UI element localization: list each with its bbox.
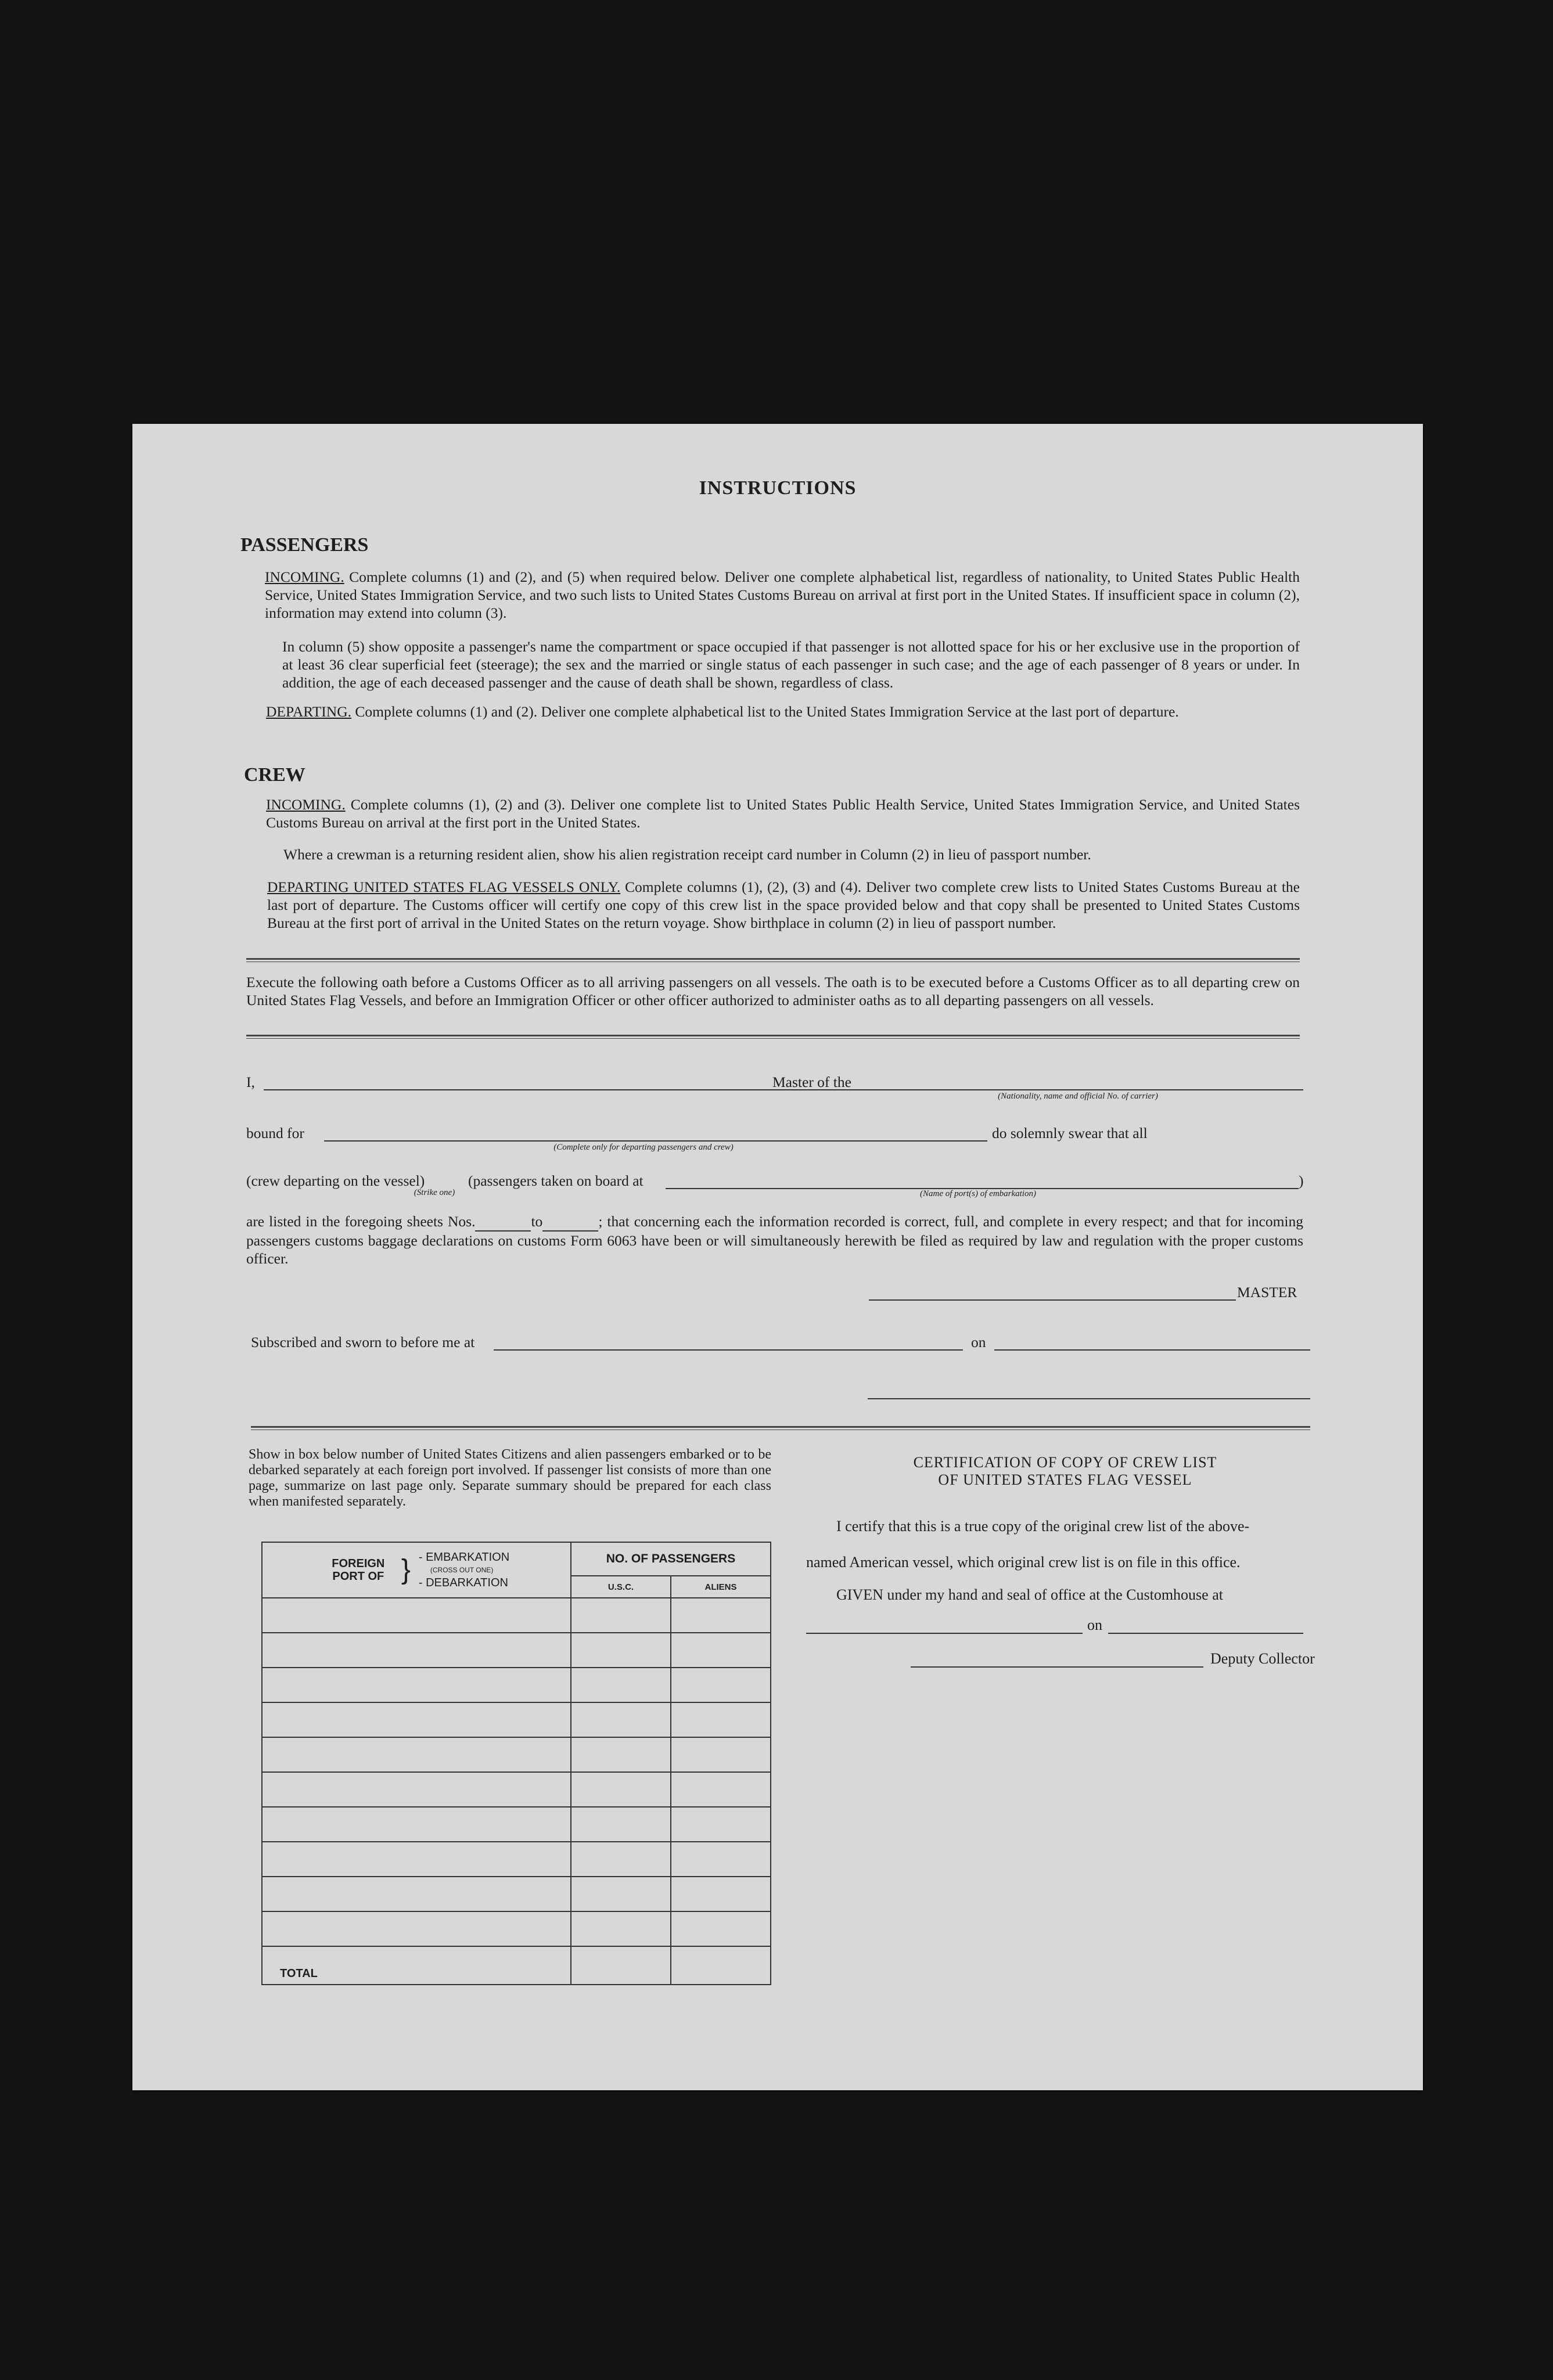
passengers-column5-paragraph: In column (5) show opposite a passenger's name the compartment or space occupied if that passenger is not allotted space for his or her exclusive use in the proportion of at least 36 clear superficial feet (steerage); the sex and the married or single status of each passenger in such case; and the age of each passenger of 8 years or under. In addition, the age of each deceased passenger and the cause of death shall be shown, regardless of class. (282, 638, 1300, 691)
subscribed-date-field[interactable] (994, 1349, 1310, 1351)
deputy-signature-field[interactable] (911, 1666, 1203, 1668)
embarkation-label: - EMBARKATION (418, 1551, 510, 1564)
passengers-departing-text: Complete columns (1) and (2). Deliver one complete alphabetical list to the United States Immigration Service at the last port of departure. (351, 703, 1179, 720)
divider-upper (246, 958, 1300, 962)
table-row (262, 1598, 771, 1633)
certification-title (829, 1454, 1301, 1489)
certification-title-line1: CERTIFICATION OF COPY OF CREW LIST (913, 1454, 1217, 1471)
master-label: MASTER (1237, 1284, 1297, 1301)
crew-departing-lead: DEPARTING UNITED STATES FLAG VESSELS ONLY. (267, 878, 621, 895)
usc-cell[interactable] (571, 1702, 671, 1737)
passengers-departing-paragraph (266, 703, 1300, 721)
table-row (262, 1702, 771, 1737)
listed-suffix: ; that concerning each the information recorded is correct, full, and complete in every respect; and that for incoming passengers customs baggage declarations on customs Form 6063 have been or will simultaneously herewith be filed as required by law and regulation with the proper customs officer. (246, 1213, 1303, 1267)
aliens-header: ALIENS (671, 1576, 771, 1598)
aliens-cell[interactable] (671, 1598, 771, 1633)
passenger-summary-table (261, 1542, 771, 1985)
table-row (262, 1737, 771, 1772)
oath-bound-for: bound for (246, 1125, 304, 1142)
certification-title-line2: OF UNITED STATES FLAG VESSEL (938, 1471, 1192, 1488)
aliens-cell[interactable] (671, 1772, 771, 1807)
listed-prefix: are listed in the foregoing sheets Nos. (246, 1213, 476, 1230)
subscribed-on-label: on (971, 1334, 986, 1351)
divider-oath (246, 1035, 1300, 1039)
usc-cell[interactable] (571, 1598, 671, 1633)
total-label: TOTAL (262, 1946, 571, 1985)
foreign-port-header (262, 1542, 571, 1598)
total-aliens-cell[interactable] (671, 1946, 771, 1985)
table-row (262, 1668, 771, 1702)
usc-cell[interactable] (571, 1772, 671, 1807)
port-cell[interactable] (262, 1842, 571, 1877)
crew-heading: CREW (244, 764, 305, 786)
aliens-cell[interactable] (671, 1911, 771, 1946)
strike-one-caption: (Strike one) (414, 1188, 455, 1197)
aliens-cell[interactable] (671, 1842, 771, 1877)
oath-i-label: I, (246, 1074, 255, 1090)
departing-caption: (Complete only for departing passengers and crew) (553, 1143, 734, 1152)
port-cell[interactable] (262, 1668, 571, 1702)
usc-cell[interactable] (571, 1842, 671, 1877)
listed-to: to (531, 1213, 543, 1230)
total-usc-cell[interactable] (571, 1946, 671, 1985)
table-row (262, 1772, 771, 1807)
port-caption: (Name of port(s) of embarkation) (920, 1189, 1036, 1198)
oath-master-of: Master of the (772, 1074, 851, 1090)
passengers-incoming-text: Complete columns (1) and (2), and (5) when required below. Deliver one complete alphabetical list, regardless of nationality, to United States Public Health Service, United States Immigration Service, and two such lists to United States Customs Bureau on arrival at first port in the United States. If insufficient space in column (2), information may extend into column (3). (265, 568, 1300, 621)
oath-crew-departing: (crew departing on the vessel) (246, 1172, 425, 1189)
certification-date-field[interactable] (1108, 1633, 1303, 1634)
crew-departing-text: Complete columns (1), (2), (3) and (4). Deliver two complete crew lists to United States Customs Bureau at the last port of departure. The Customs officer will certify one copy of this crew list in the space provided below and that copy shall be presented to United States Customs Bureau at the first port of arrival in the United States on the return voyage. Show birthplace in column (2) in lieu of passport number. (267, 878, 1300, 931)
table-row (262, 1877, 771, 1911)
aliens-cell[interactable] (671, 1877, 771, 1911)
usc-cell[interactable] (571, 1737, 671, 1772)
oath-instructions: Execute the following oath before a Customs Officer as to all arriving passengers on all vessels. The oath is to be executed before a Customs Officer as to all departing crew on United States Flag Vessels, and before an Immigration Officer or other officer authorized to administer oaths as to all departing passengers on all vessels. (246, 974, 1300, 1009)
debarkation-label: - DEBARKATION (418, 1576, 508, 1589)
usc-cell[interactable] (571, 1877, 671, 1911)
aliens-cell[interactable] (671, 1668, 771, 1702)
aliens-cell[interactable] (671, 1633, 771, 1668)
port-cell[interactable] (262, 1702, 571, 1737)
oath-close-paren: ) (1299, 1172, 1304, 1189)
table-row (262, 1807, 771, 1842)
aliens-cell[interactable] (671, 1737, 771, 1772)
port-cell[interactable] (262, 1877, 571, 1911)
deputy-collector-label: Deputy Collector (1210, 1650, 1315, 1667)
crew-incoming-paragraph (266, 795, 1300, 831)
port-cell[interactable] (262, 1598, 571, 1633)
usc-cell[interactable] (571, 1807, 671, 1842)
subscribed-place-field[interactable] (494, 1349, 963, 1351)
given-line: GIVEN under my hand and seal of office at the Customhouse at (836, 1586, 1223, 1603)
table-row (262, 1633, 771, 1668)
subscribed-label: Subscribed and sworn to before me at (251, 1334, 475, 1351)
passengers-incoming-lead: INCOMING. (265, 568, 344, 585)
crew-incoming-lead: INCOMING. (266, 796, 346, 813)
certify-line1: I certify that this is a true copy of the original crew list of the above- (836, 1518, 1250, 1535)
port-cell[interactable] (262, 1633, 571, 1668)
passengers-departing-lead: DEPARTING. (266, 703, 351, 720)
port-cell[interactable] (262, 1772, 571, 1807)
bound-for-field[interactable] (324, 1140, 987, 1142)
divider-lower (251, 1426, 1310, 1430)
foreign-port-of-label: FOREIGN PORT OF (332, 1557, 385, 1583)
oath-swear: do solemnly swear that all (992, 1125, 1148, 1142)
port-cell[interactable] (262, 1737, 571, 1772)
certification-on-label: on (1087, 1616, 1102, 1633)
crew-resident-paragraph: Where a crewman is a returning resident alien, show his alien registration receipt card number in Column (2) in lieu of passport number. (283, 846, 1091, 863)
form-sheet (132, 424, 1423, 2090)
sheet-from-field[interactable] (475, 1212, 531, 1232)
page-title: INSTRUCTIONS (699, 477, 857, 499)
table-row (262, 1842, 771, 1877)
usc-cell[interactable] (571, 1668, 671, 1702)
port-cell[interactable] (262, 1911, 571, 1946)
aliens-cell[interactable] (671, 1807, 771, 1842)
summary-instructions: Show in box below number of United States Citizens and alien passengers embarked or to be debarked separately at each foreign port involved. If passenger list consists of more than one page, summarize on last page only. Separate summary should be prepared for each class when manifested separately. (249, 1447, 771, 1509)
no-of-passengers-header: NO. OF PASSENGERS (571, 1542, 771, 1576)
certify-line2: named American vessel, which original crew list is on file in this office. (806, 1554, 1241, 1571)
passengers-heading: PASSENGERS (240, 534, 369, 556)
usc-cell[interactable] (571, 1633, 671, 1668)
nationality-caption: (Nationality, name and official No. of carrier) (998, 1092, 1158, 1101)
usc-header: U.S.C. (571, 1576, 671, 1598)
oath-listed-paragraph (246, 1212, 1303, 1268)
usc-cell[interactable] (571, 1911, 671, 1946)
total-row (262, 1946, 771, 1985)
crew-departing-paragraph (267, 878, 1300, 932)
brace-glyph: } (401, 1554, 411, 1585)
sheet-to-field[interactable] (542, 1212, 598, 1232)
aliens-cell[interactable] (671, 1702, 771, 1737)
carrier-field[interactable] (869, 1089, 1303, 1090)
crew-incoming-text: Complete columns (1), (2) and (3). Deliver one complete list to United States Public Health Service, United States Immigration Service, and United States Customs Bureau on arrival at the first port in the United States. (266, 796, 1300, 831)
oath-passengers-taken: (passengers taken on board at (468, 1172, 644, 1189)
port-cell[interactable] (262, 1807, 571, 1842)
master-signature-field[interactable] (869, 1299, 1236, 1301)
table-row (262, 1911, 771, 1946)
customhouse-place-field[interactable] (806, 1633, 1083, 1634)
officer-signature-field[interactable] (868, 1398, 1310, 1399)
passengers-incoming-paragraph (265, 568, 1300, 622)
cross-out-label: (CROSS OUT ONE) (430, 1566, 494, 1574)
